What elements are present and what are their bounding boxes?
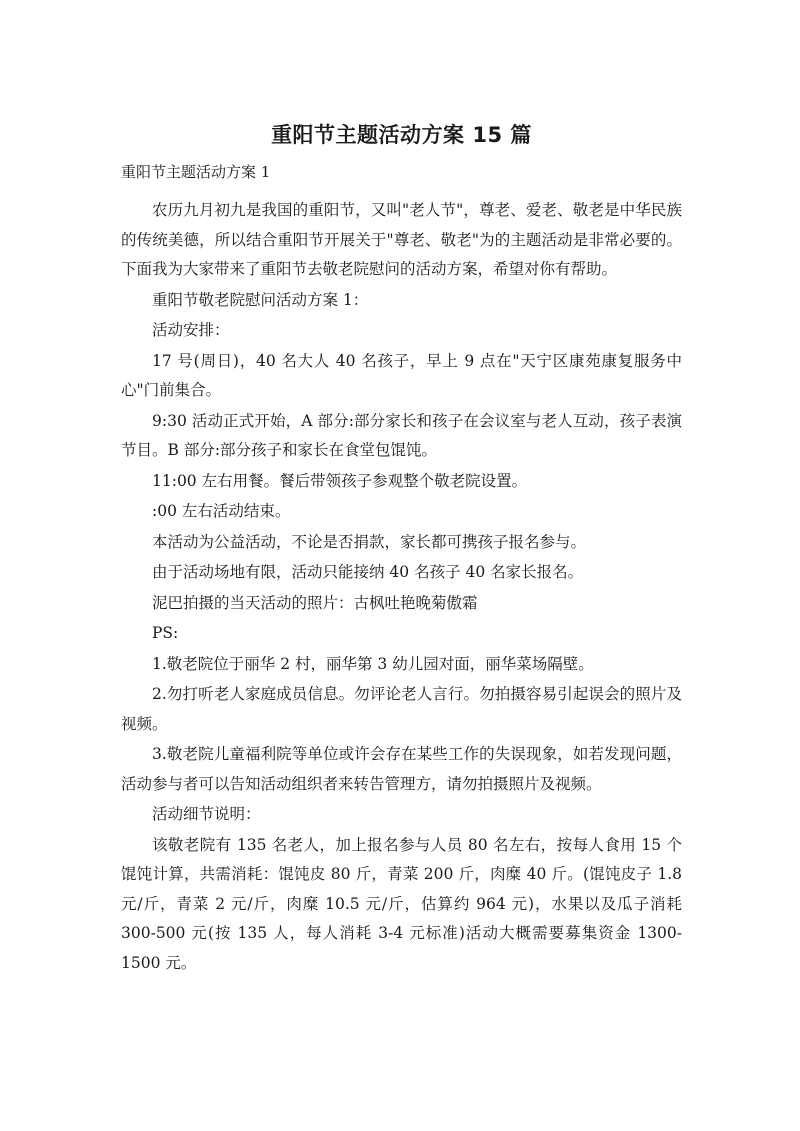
paragraph-note-3: 3.敬老院儿童福利院等单位或许会存在某些工作的失误现象，如若发现问题，活动参与者可以告知活动组织者来转告管理方，请勿拍摄照片及视频。 xyxy=(121,745,682,793)
document-subtitle: 重阳节主题活动方案 1 xyxy=(121,163,271,181)
paragraph-note-2: 2.勿打听老人家庭成员信息。勿评论老人言行。勿拍摄容易引起误会的照片及视频。 xyxy=(121,685,682,733)
paragraph-capacity: 由于活动场地有限，活动只能接纳 40 名孩子 40 名家长报名。 xyxy=(152,563,584,581)
paragraph-intro: 农历九月初九是我国的重阳节，又叫"老人节"，尊老、爱老、敬老是中华民族的传统美德，所以结合重阳节开展关于"尊老、敬老"为的主题活动是非常必要的。下面我为大家带来了重阳节去敬老院慰问的活动方案，希望对你有帮助。 xyxy=(121,201,682,278)
paragraph-plan-heading: 重阳节敬老院慰问活动方案 1： xyxy=(152,290,369,309)
paragraph-photos: 泥巴拍摄的当天活动的照片：古枫吐艳晚菊傲霜 xyxy=(152,593,478,612)
paragraph-meal: 11:00 左右用餐。餐后带领孩子参观整个敬老院设置。 xyxy=(152,471,528,490)
document-title: 重阳节主题活动方案 15 篇 xyxy=(271,123,532,147)
paragraph-ps: PS: xyxy=(152,624,179,642)
paragraph-note-1: 1.敬老院位于丽华 2 村，丽华第 3 幼儿园对面，丽华菜场隔壁。 xyxy=(152,654,594,673)
paragraph-details-heading: 活动细节说明： xyxy=(152,805,261,823)
paragraph-budget: 该敬老院有 135 名老人，加上报名参与人员 80 名左右，按每人食用 15 个馄饨计算，共需消耗：馄饨皮 80 斤，青菜 200 斤，肉糜 40 斤。(馄饨皮子 1.8 元/斤，青菜 2 元/斤，肉糜 10.5 元/斤，估算约 964 元)，水果以及瓜子消耗 300-500 元(按 135 人，每人消耗 3-4 元标准)活动大概需要募集资金 1300-1500 元。 xyxy=(121,835,682,972)
paragraph-public-welfare: 本活动为公益活动，不论是否捐款，家长都可携孩子报名参与。 xyxy=(152,532,587,551)
paragraph-schedule-heading: 活动安排： xyxy=(152,321,230,339)
paragraph-end: :00 左右活动结束。 xyxy=(152,502,291,520)
paragraph-start: 9:30 活动正式开始，A 部分:部分家长和孩子在会议室与老人互动，孩子表演节目。B 部分:部分孩子和家长在食堂包馄饨。 xyxy=(121,411,682,459)
paragraph-gathering: 17 号(周日)，40 名大人 40 名孩子，早上 9 点在"天宁区康苑康复服务中心"门前集合。 xyxy=(121,351,682,399)
